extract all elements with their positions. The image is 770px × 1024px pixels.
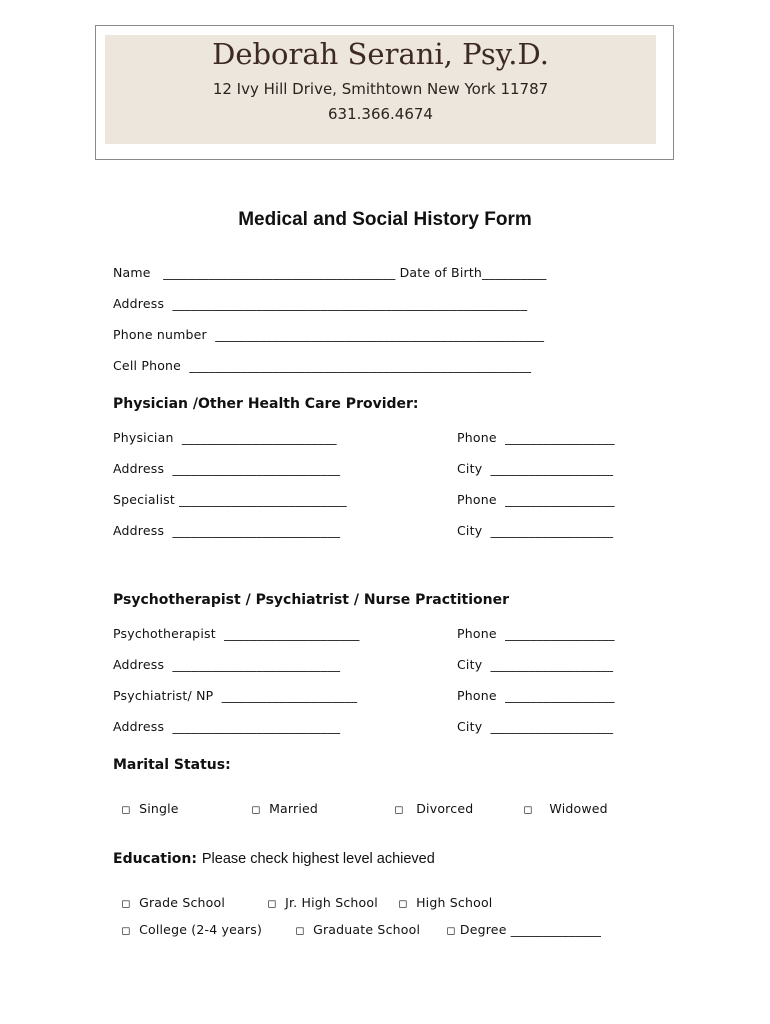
practice-address: 12 Ivy Hill Drive, Smithtown New York 11787 <box>212 80 549 98</box>
marital-option-married[interactable] <box>243 786 318 816</box>
marital-option-single[interactable] <box>113 786 179 816</box>
option-label: Widowed <box>549 801 608 816</box>
marital-status-heading: Marital Status: <box>113 757 231 773</box>
phone-number-field[interactable]: Phone number ___________________________________________________ <box>113 327 545 342</box>
name-dob-field[interactable]: Name ____________________________________ Date of Birth__________ <box>113 265 547 280</box>
psychiatrist-address-field[interactable]: Address __________________________ <box>113 719 341 734</box>
marital-option-divorced[interactable] <box>386 786 473 816</box>
option-label: Graduate School <box>313 922 421 937</box>
physician-section-heading: Physician /Other Health Care Provider: <box>113 396 419 412</box>
physician-field[interactable]: Physician ________________________ <box>113 430 337 445</box>
education-option-grade-school[interactable] <box>113 880 225 910</box>
specialist-city-field[interactable]: City ___________________ <box>457 523 614 538</box>
education-option-college[interactable] <box>113 907 262 937</box>
specialist-phone-field[interactable]: Phone _________________ <box>457 492 615 507</box>
checkbox-icon[interactable]: ◻ <box>295 924 305 937</box>
checkbox-icon[interactable]: ◻ <box>267 897 277 910</box>
option-label: Grade School <box>139 895 226 910</box>
physician-phone-field[interactable]: Phone _________________ <box>457 430 615 445</box>
education-option-high-school[interactable] <box>390 880 492 910</box>
psychotherapist-city-field[interactable]: City ___________________ <box>457 657 614 672</box>
marital-option-widowed[interactable] <box>515 786 608 816</box>
option-label: High School <box>416 895 493 910</box>
psychiatrist-city-field[interactable]: City ___________________ <box>457 719 614 734</box>
practice-phone: 631.366.4674 <box>328 105 433 123</box>
address-field[interactable]: Address _______________________________________________________ <box>113 296 528 311</box>
psych-section-heading: Psychotherapist / Psychiatrist / Nurse Practitioner <box>113 592 510 608</box>
education-instruction: Please check highest level achieved <box>201 851 435 867</box>
option-label: Married <box>269 801 319 816</box>
physician-city-field[interactable]: City ___________________ <box>457 461 614 476</box>
checkbox-icon[interactable]: ◻ <box>523 803 533 816</box>
checkbox-icon[interactable]: ◻ <box>398 897 408 910</box>
psychiatrist-field[interactable]: Psychiatrist/ NP _____________________ <box>113 688 358 703</box>
checkbox-icon[interactable]: ◻ <box>121 924 131 937</box>
option-label: Divorced <box>416 801 474 816</box>
psychotherapist-phone-field[interactable]: Phone _________________ <box>457 626 615 641</box>
practitioner-name: Deborah Serani, Psy.D. <box>212 37 549 71</box>
letterhead <box>95 25 674 160</box>
cell-phone-field[interactable]: Cell Phone _____________________________________________________ <box>113 358 532 373</box>
form-title: Medical and Social History Form <box>238 209 532 230</box>
checkbox-icon[interactable]: ◻ <box>251 803 261 816</box>
option-label: College (2-4 years) <box>139 922 263 937</box>
option-label: Single <box>139 801 179 816</box>
option-label: Jr. High School <box>285 895 378 910</box>
physician-address-field[interactable]: Address __________________________ <box>113 461 341 476</box>
education-heading <box>113 851 435 867</box>
psychotherapist-address-field[interactable]: Address __________________________ <box>113 657 341 672</box>
education-option-jr-high[interactable] <box>259 880 378 910</box>
checkbox-icon[interactable]: ◻ <box>446 924 456 937</box>
education-label: Education: <box>113 851 197 867</box>
education-option-degree[interactable] <box>438 907 601 937</box>
specialist-address-field[interactable]: Address __________________________ <box>113 523 341 538</box>
education-option-graduate[interactable] <box>287 907 420 937</box>
checkbox-icon[interactable]: ◻ <box>121 897 131 910</box>
psychotherapist-field[interactable]: Psychotherapist _____________________ <box>113 626 360 641</box>
specialist-field[interactable]: Specialist __________________________ <box>113 492 347 507</box>
checkbox-icon[interactable]: ◻ <box>121 803 131 816</box>
checkbox-icon[interactable]: ◻ <box>394 803 404 816</box>
psychiatrist-phone-field[interactable]: Phone _________________ <box>457 688 615 703</box>
letterhead-banner <box>105 35 656 144</box>
option-label: Degree ______________ <box>459 922 602 937</box>
